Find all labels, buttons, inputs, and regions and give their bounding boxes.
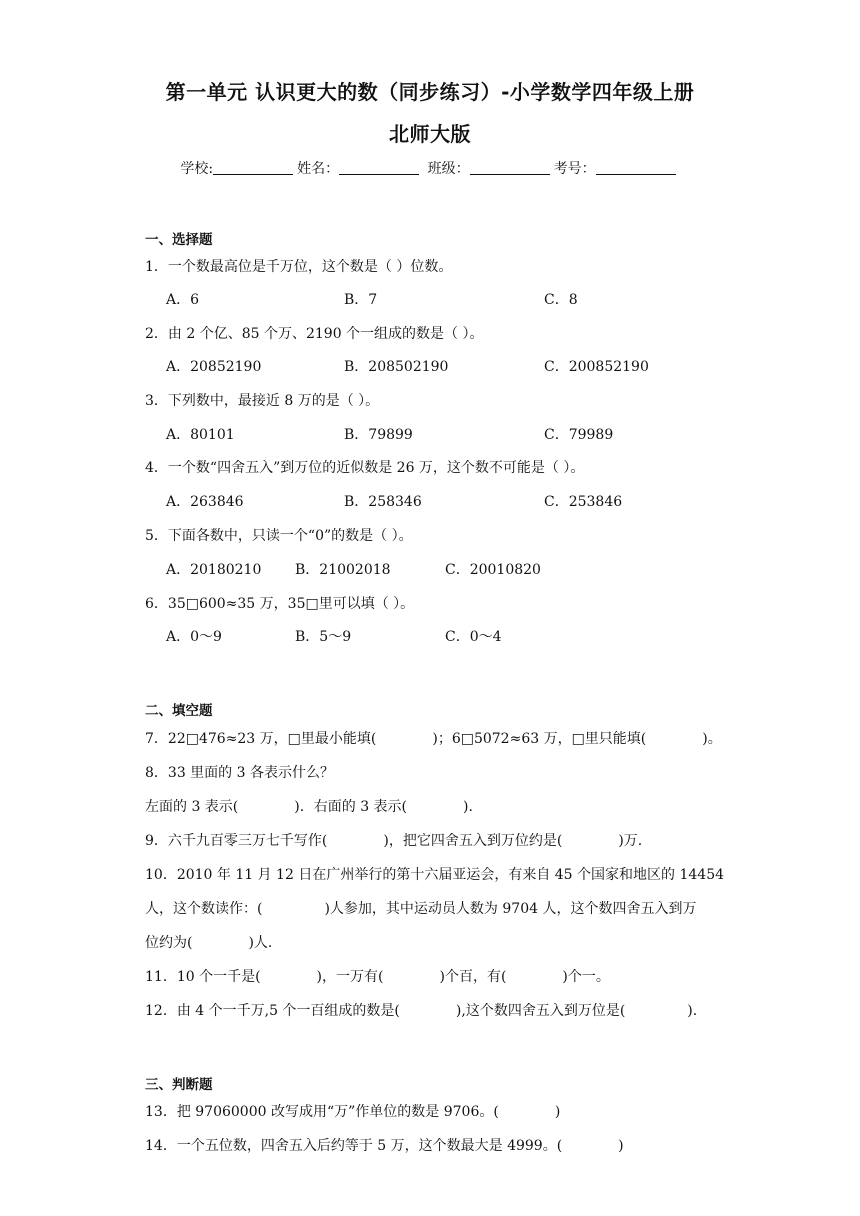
question-13: 13．把 97060000 改写成用“万”作单位的数是 9706。( ) xyxy=(145,1104,561,1120)
question-3: 3．下列数中，最接近 8 万的是（ ）。 xyxy=(145,393,380,409)
question-11: 11．10 个一千是( )，一万有( )个百，有( )个一。 xyxy=(145,969,610,985)
q3-option-b: B．79899 xyxy=(344,427,413,443)
section-heading-choice: 一、选择题 xyxy=(145,232,213,248)
school-field[interactable] xyxy=(213,160,293,175)
question-10-line3: 位约为( )人. xyxy=(145,935,273,951)
name-label: 姓名： xyxy=(297,161,340,177)
question-6: 6．35□600≈35 万，35□里可以填（ ）。 xyxy=(145,596,415,612)
page-title: 第一单元 认识更大的数（同步练习）-小学数学四年级上册 xyxy=(165,80,695,104)
section-heading-judge: 三、判断题 xyxy=(145,1077,213,1093)
exam-number-field[interactable] xyxy=(596,160,676,175)
q5-option-c: C．20010820 xyxy=(445,562,541,578)
q6-option-c: C．0～4 xyxy=(445,629,502,645)
q4-option-c: C．253846 xyxy=(544,494,623,510)
q5-option-a: A．20180210 xyxy=(166,562,262,578)
question-2: 2．由 2 个亿、85 个万、2190 个一组成的数是（ ）。 xyxy=(145,326,484,342)
q4-option-b: B．258346 xyxy=(344,494,422,510)
q2-option-b: B．208502190 xyxy=(344,359,449,375)
class-label: 班级： xyxy=(427,161,470,177)
q3-option-c: C．79989 xyxy=(544,427,614,443)
q5-option-b: B．21002018 xyxy=(295,562,391,578)
q6-option-b: B．5～9 xyxy=(295,629,352,645)
question-1: 1．一个数最高位是千万位，这个数是（ ）位数。 xyxy=(145,259,453,275)
question-7: 7．22□476≈23 万，□里最小能填( )；6□5072≈63 万，□里只能填( )。 xyxy=(145,731,722,747)
school-label: 学校: xyxy=(180,161,214,177)
name-field[interactable] xyxy=(339,160,419,175)
question-5: 5．下面各数中，只读一个“0”的数是（ ）。 xyxy=(145,528,413,544)
q1-option-c: C．8 xyxy=(544,292,578,308)
q4-option-a: A．263846 xyxy=(166,494,244,510)
q1-option-a: A．6 xyxy=(166,292,200,308)
question-10: 10．2010 年 11 月 12 日在广州举行的第十六届亚运会，有来自 45 个国家和地区的 14454 xyxy=(145,867,725,883)
page-subtitle: 北师大版 xyxy=(389,122,471,146)
q2-option-a: A．20852190 xyxy=(166,359,262,375)
class-field[interactable] xyxy=(470,160,550,175)
q1-option-b: B．7 xyxy=(344,292,378,308)
q3-option-a: A．80101 xyxy=(166,427,235,443)
question-10-line2: 人，这个数读作：( )人参加，其中运动员人数为 9704 人，这个数四舍五入到万 xyxy=(145,901,697,917)
student-info-row xyxy=(0,158,860,178)
q2-option-c: C．200852190 xyxy=(544,359,649,375)
question-8-answer-line: 左面的 3 表示( )．右面的 3 表示( ). xyxy=(145,799,473,815)
exam-number-label: 考号： xyxy=(553,161,596,177)
question-12: 12．由 4 个一千万,5 个一百组成的数是( ),这个数四舍五入到万位是( ). xyxy=(145,1003,698,1019)
question-14: 14．一个五位数，四舍五入后约等于 5 万，这个数最大是 4999。( ) xyxy=(145,1138,624,1154)
question-9: 9．六千九百零三万七千写作( )，把它四舍五入到万位约是( )万. xyxy=(145,833,643,849)
question-8: 8．33 里面的 3 各表示什么？ xyxy=(145,765,334,781)
q6-option-a: A．0～9 xyxy=(166,629,222,645)
question-4: 4．一个数“四舍五入”到万位的近似数是 26 万，这个数不可能是（ ）。 xyxy=(145,460,585,476)
section-heading-fill: 二、填空题 xyxy=(145,703,213,719)
